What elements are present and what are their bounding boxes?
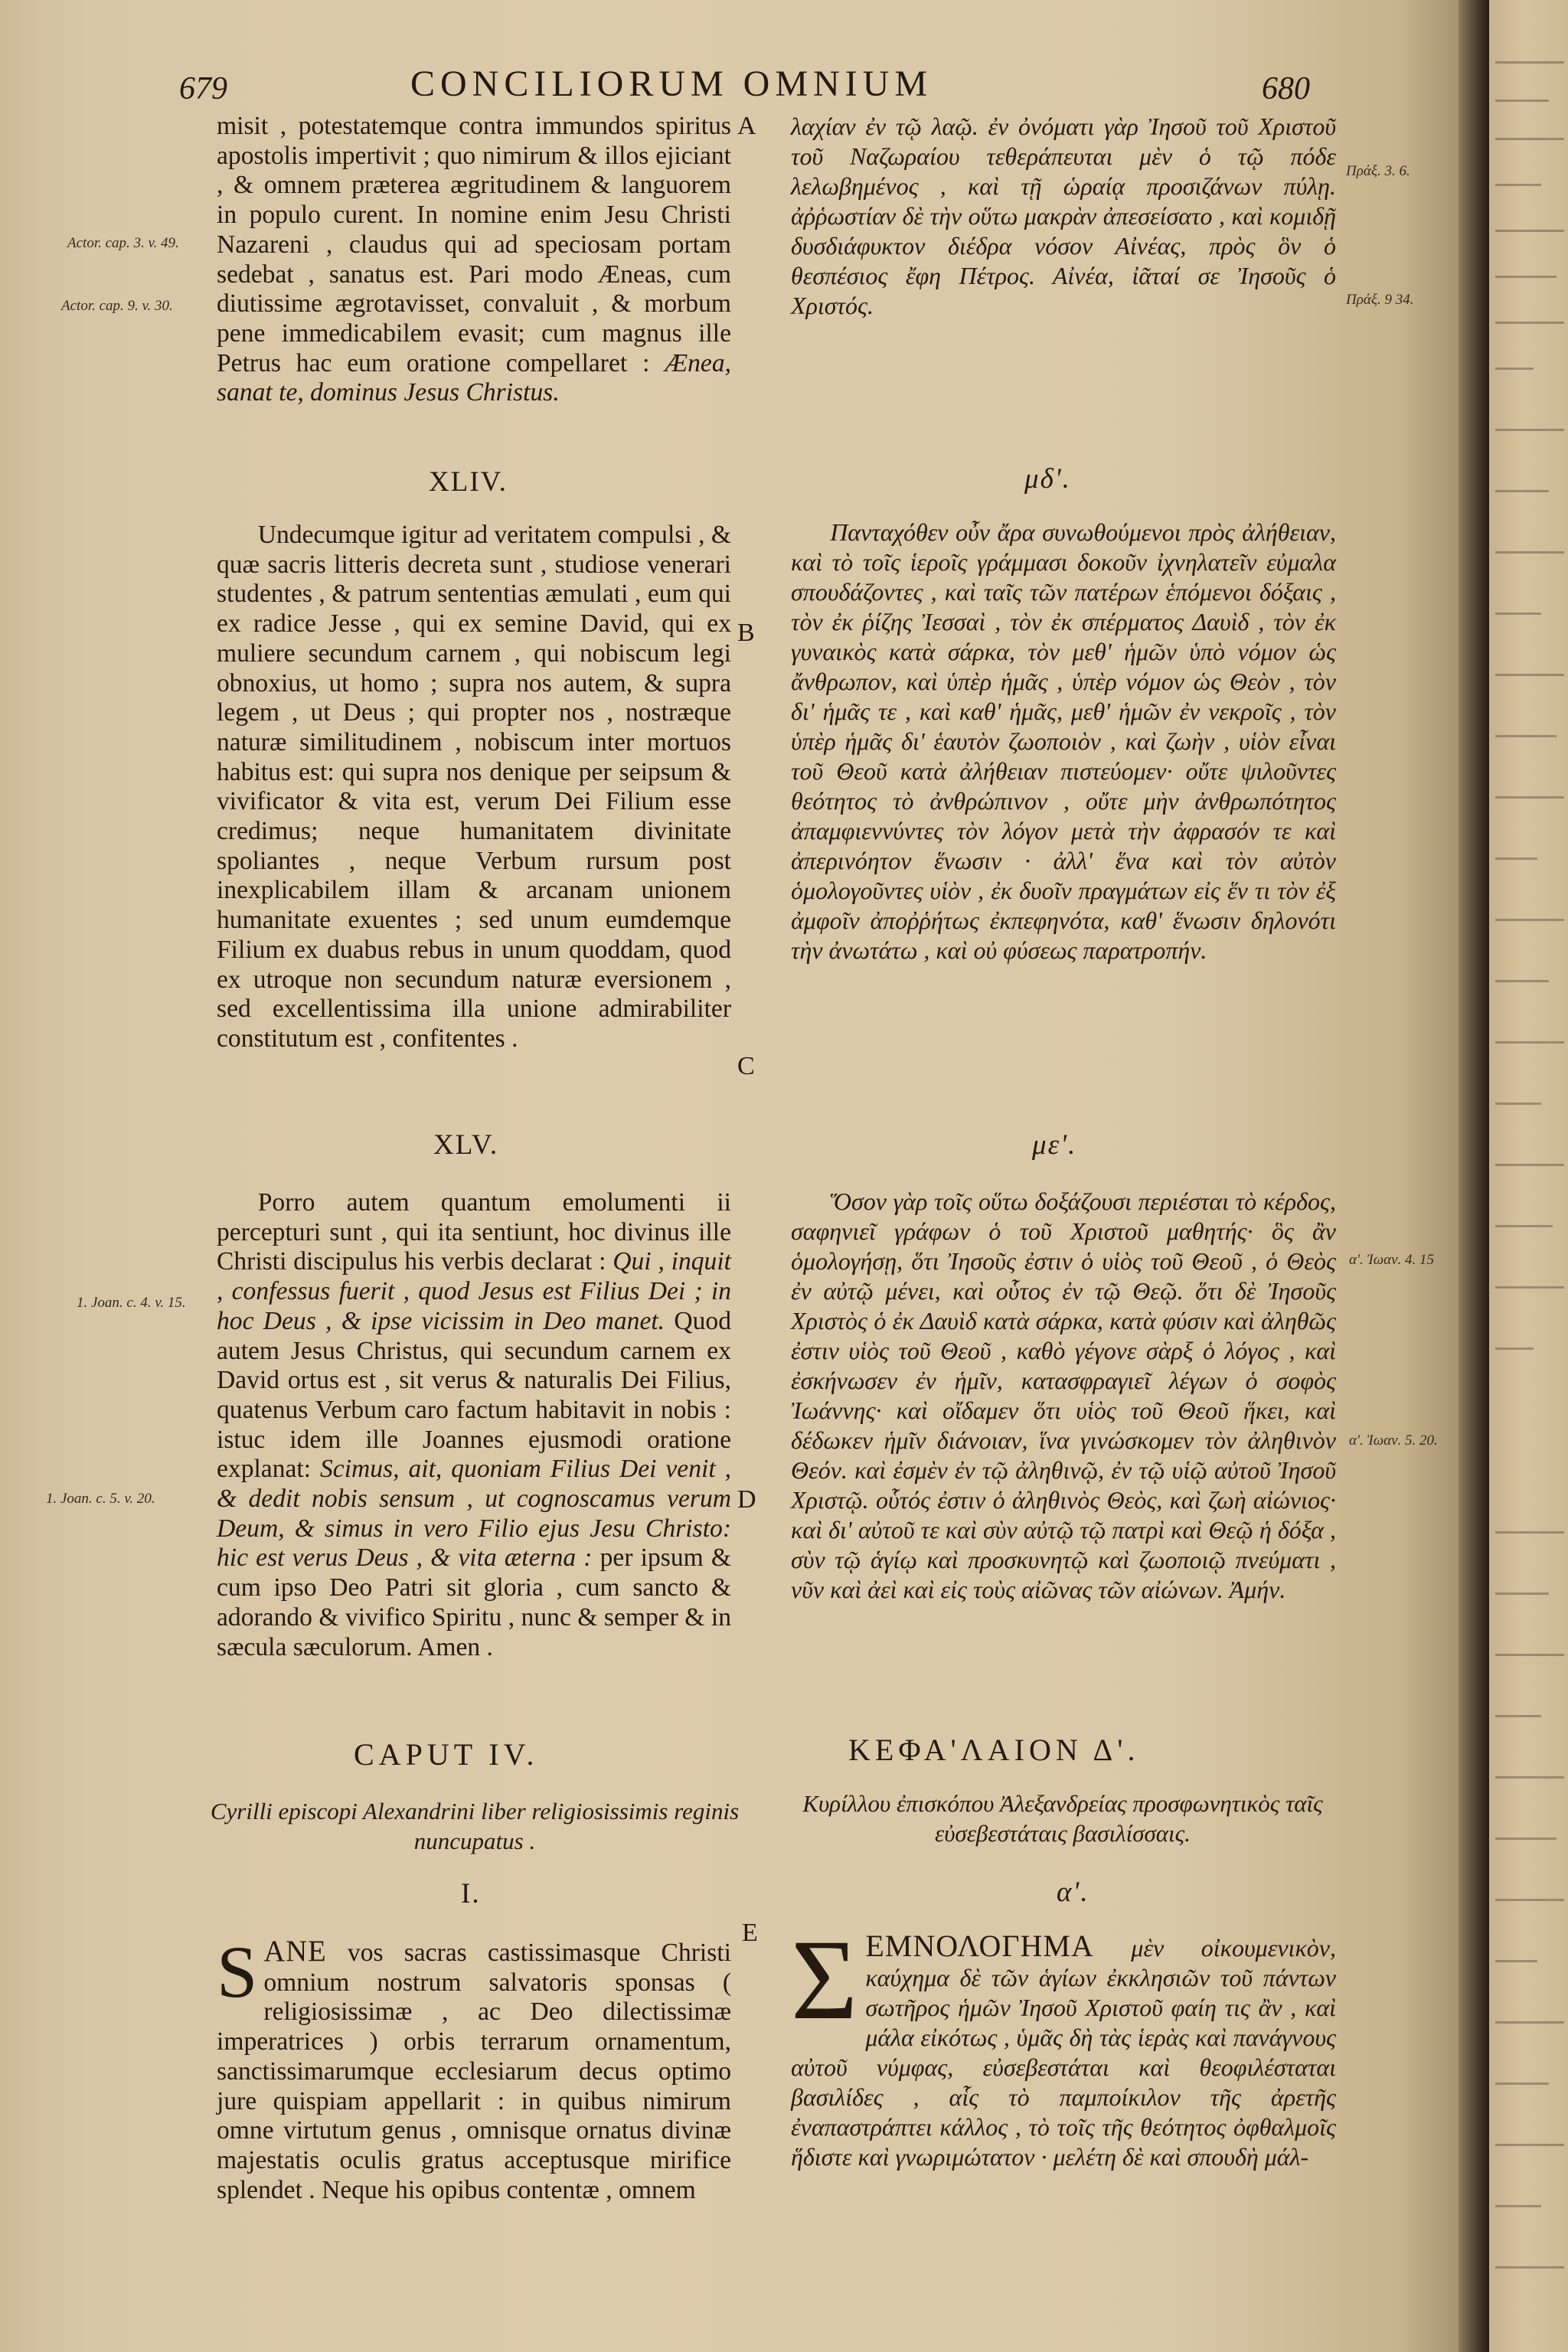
latin-section-1: I. [461,1878,481,1909]
adjacent-page-edge [1489,0,1568,2352]
latin-chapter-subtitle: Cyrilli episcopi Alexandrini liber religiosissimis reginis nuncupatus . [210,1798,740,1854]
column-letter-e: E [742,1919,758,1947]
latin-paragraph-2: Undecumque igitur ad veritatem compulsi , & quæ sacris litteris decreta sunt , studiose venerari studentes , & patrum sententias æmulati , eum qui ex radice Jesse , qui ex semine David, qui ex muliere secundum carnem , qui nobiscum legi obnoxius, ut homo ; supra nos autem, & supra legem , ut Deus ; qui propter nos , nostræque naturæ similitudinem , nobiscum inter mortuos habitus est: qui supra nos denique per seipsum & vivificator & vita est, verum Dei Filium esse credimus; neque humanitatem divinitate spoliantes , neque Verbum rursum post inexplicabilem illam & arcanam unionem humanitate exuentes ; sed unum eumdemque Filium ex duabus rebus in unum quoddam, quod ex utroque non secundum naturæ eversionem , sed excellentissima illa unione admirabiliter constitutum est , confitentes . [217,521,731,1053]
latin-chapter-heading: CAPUT IV. [354,1737,539,1772]
margin-note-acts-9: Actor. cap. 9. v. 30. [61,298,173,314]
latin-paragraph-3: Porro autem quantum emolumenti ii percepturi sunt , qui ita sentiunt, hoc divinus ille Christi discipulus his verbis declarat : Qui , inquit , confessus fuerit , quod Jesus est Filius Dei ; in hoc Deus , & ipse vicissim in Deo manet. Quod autem Jesus Christus, qui secundum carnem ex David ortus est , sit verus & naturalis Dei Filius, quatenus Verbum caro factum habitavit in nobis : istuc idem ille Joannes ejusmodi oratione explanat: Scimus, ait, quoniam Filius Dei venit , & dedit nobis sensum , ut cognoscamus verum Deum, & simus in vero Filio ejus Jesu Christo: hic est verus Deus , & vita æterna : per ipsum & cum ipso Deo Patri sit gloria , cum sancto & adorando & vivifico Spiritu , nunc & semper & in sæcula sæculorum. Amen . [217,1188,731,1661]
column-letter-d: D [737,1485,756,1514]
left-page-number: 679 [179,71,227,106]
greek-section-44: μδ'. [1024,463,1071,495]
greek-chapter-heading: ΚΕΦΑ'ΛΑΙΟΝ Δ'. [848,1733,1140,1767]
greek-paragraph-1: λαχίαν ἐν τῷ λαῷ. ἐν ὀνόματι γὰρ Ἰησοῦ τοῦ Χριστοῦ τοῦ Ναζωραίου τεθεράπευται μὲν ὁ τῷ πόδε λελωβημένος , καὶ τῇ ὡραίᾳ προσιζάνων πύλῃ. ἀῤῥωστίαν δὲ τὴν οὕτω μακρὰν ἀπεσείσατο , καὶ κομιδῇ δυσδιάφυκτον διέδρα νόσον Αἰνέας, πρὸς ὃν ὁ θεσπέσιος ἔφη Πέτρος. Αἰνέα, ἰᾶταί σε Ἰησοῦς ὁ Χριστός. [791,113,1336,319]
latin-paragraph-4: SANE vos sacras castissimasque Christi omnium nostrum salvatoris sponsas ( religiosissimæ , ac Deo dilectissimæ imperatrices ) orbis terrarum ornamentum, sanctissimarumque ecclesiarum decus optimo jure quispiam appellarit : in quibus nimirum omne virtutum genus , omnisque ornatus divinæ majestatis oculis gratus acceptusque mirifice splendet . Neque his opibus contentæ , omnem [217,1931,731,2204]
book-gutter [1459,0,1489,2352]
latin-quote-aenea: Ænea, sanat te, dominus Jesus Christus. [217,348,731,407]
latin-section-45: XLV. [433,1129,499,1161]
greek-paragraph-2: Πανταχόθεν οὖν ἄρα συνωθούμενοι πρὸς ἀλήθειαν, καὶ τὸ τοῖς ἱεροῖς γράμμασι δοκοῦν ἰχνηλατεῖν εὐμαλα σπουδάζοντες , καὶ ταῖς τῶν πατέρων ἑπόμενοι δόξαις , τὸν ἐκ ῥίζης Ἰεσσαὶ , τὸν ἐκ σπέρματος Δαυὶδ , τὸν ἐκ γυναικὸς κατὰ σάρκα, τὸν μεθ' ἡμῶν ὑπὸ νόμον ὡς ἄνθρωπον, καὶ ὑπὲρ ἡμᾶς , ὑπὲρ νόμον ὡς Θεὸν , τὸν δι' ἡμᾶς τε , καὶ καθ' ἡμᾶς, μεθ' ἡμῶν ἐν νεκροῖς , τὸν ὑπὲρ ἡμᾶς δι' ἑαυτὸν ζωοποιὸν , καὶ ζωὴν , υἱὸν εἶναι τοῦ Θεοῦ κατὰ ἀλήθειαν πιστεύομεν· οὔτε ψιλοῦντες θεότητος τὸ ἀνθρώπινον , οὔτε μὴν ἀνθρωπότητος ἀπαμφιεννύντες τὸν λόγον μετὰ τὴν ἀφρασόν τε καὶ ἀπερινόητον ἕνωσιν · ἀλλ' ἕνα καὶ τὸν αὐτὸν ὁμολογοῦντες υἱὸν , ἐκ δυοῖν πραγμάτων εἰς ἕν τι τὸν ἐξ ἀμφοῖν ἀποῤῥήτως ἐκπεφηνότα, καθ' ἕνωσιν δηλονότι τὴν ἀνωτάτω , καὶ οὐ φύσεως παρατροπήν. [791,518,1336,964]
margin-note-ioann-5: α'. Ἰωαν. 5. 20. [1349,1432,1438,1449]
greek-initial-letter: Σ [791,1916,858,2043]
column-letter-a: A [737,112,756,140]
margin-note-acts-3: Actor. cap. 3. v. 49. [67,235,179,251]
greek-section-45: με'. [1032,1129,1077,1161]
column-letter-b: B [737,619,755,647]
margin-note-ioann-4: α'. Ἰωαν. 4. 15 [1349,1252,1435,1268]
right-page-number: 680 [1262,71,1310,106]
latin-paragraph-1: misit , potestatemque contra immundos spiritus apostolis impertivit ; quo nimirum & illos ejiciant , & omnem præterea ægritudinem & languorem in populo curent. In nomine enim Jesu Christi Nazareni , claudus qui ad speciosam portam sedebat , sanatus est. Pari modo Æneas, cum diutissime ægrotavisset, convaluit , & morbum pene immedicabilem evasit; cum magnus ille Petrus hac eum oratione compellaret : Ænea, sanat te, dominus Jesus Christus. [217,112,731,407]
latin-section-44: XLIV. [429,466,508,498]
latin-initial-letter: S [217,1931,258,2013]
margin-note-joan-5: 1. Joan. c. 5. v. 20. [46,1491,155,1507]
running-title: CONCILIORUM OMNIUM [410,64,933,104]
margin-note-praxis-9: Πράξ. 9 34. [1346,292,1414,308]
greek-chapter-subtitle: Κυρίλλου ἐπισκόπου Ἀλεξανδρείας προσφωνητικὸς ταῖς εὐσεβεστάταις βασιλίσσαις. [802,1790,1323,1847]
greek-paragraph-3: Ὅσον γὰρ τοῖς οὕτω δοξάζουσι περιέσται τὸ κέρδος, σαφηνιεῖ γράφων ὁ τοῦ Χριστοῦ μαθητής· ὃς ἂν ὁμολογήσῃ, ὅτι Ἰησοῦς ἐστιν ὁ υἱὸς τοῦ Θεοῦ , ὁ Θεὸς ἐν αὐτῷ μένει, καὶ οὗτος ἐν τῷ Θεῷ. ὅτι δὲ Ἰησοῦς Χριστὸς ὁ ἐκ Δαυὶδ κατὰ σάρκα, κατὰ φύσιν καὶ ἀληθῶς ἐστιν υἱὸς τοῦ Θεοῦ , καθὸ γέγονε σὰρξ ὁ λόγος , καὶ ἐσκήνωσεν ἐν ἡμῖν, κατασφραγιεῖ λέγων ὁ σοφὸς Ἰωάννης· καὶ οἴδαμεν ὅτι υἱὸς τοῦ Θεοῦ ἥκει, καὶ δέδωκεν ἡμῖν διάνοιαν, ἵνα γινώσκομεν τὸν ἀληθινὸν Θεόν. καὶ ἐσμὲν ἐν τῷ ἀληθινῷ, ἐν τῷ υἱῷ αὐτοῦ Ἰησοῦ Χριστῷ. οὗτός ἐστιν ὁ ἀληθινὸς Θεὸς, καὶ ζωὴ αἰώνιος· καὶ δι' αὐτοῦ τε καὶ σὺν αὐτῷ τῷ πατρὶ καὶ Θεῷ ἡ δόξα , σὺν τῷ ἁγίῳ καὶ προσκυνητῷ καὶ ζωοποιῷ πνεύματι , νῦν καὶ ἀεὶ καὶ εἰς τοὺς αἰῶνας τῶν αἰώνων. Ἀμήν. [791,1187,1336,1603]
margin-note-joan-4: 1. Joan. c. 4. v. 15. [77,1295,186,1311]
column-letter-c: C [737,1052,755,1080]
margin-note-praxis-3: Πράξ. 3. 6. [1346,163,1410,179]
greek-paragraph-4: ΣΕΜΝΟΛΟΓΗΜΑ μὲν οἰκουμενικὸν, καύχημα δὲ τῶν ἁγίων ἐκκλησιῶν τοῦ πάντων σωτῆρος ἡμῶν Ἰησοῦ Χριστοῦ φαίη τις ἂν , καὶ μάλα εἰκότως , ὑμᾶς δὴ τὰς ἱερὰς καὶ πανάγνους αὐτοῦ νύμφας, εὐσεβεστάται καὶ θεοφιλέσταται βασιλίδες , αἷς τὸ παμποίκιλον τῆς ἀρετῆς ἐναπαστράπτει κάλλος , τὸ τοῖς τῆς θεότητος ὀφθαλμοῖς ἥδιστε καὶ γνωριμώτατον · μελέτη δὲ καὶ σπουδὴ μάλ- [791,1916,1336,2171]
greek-section-1: α'. [1057,1877,1089,1908]
